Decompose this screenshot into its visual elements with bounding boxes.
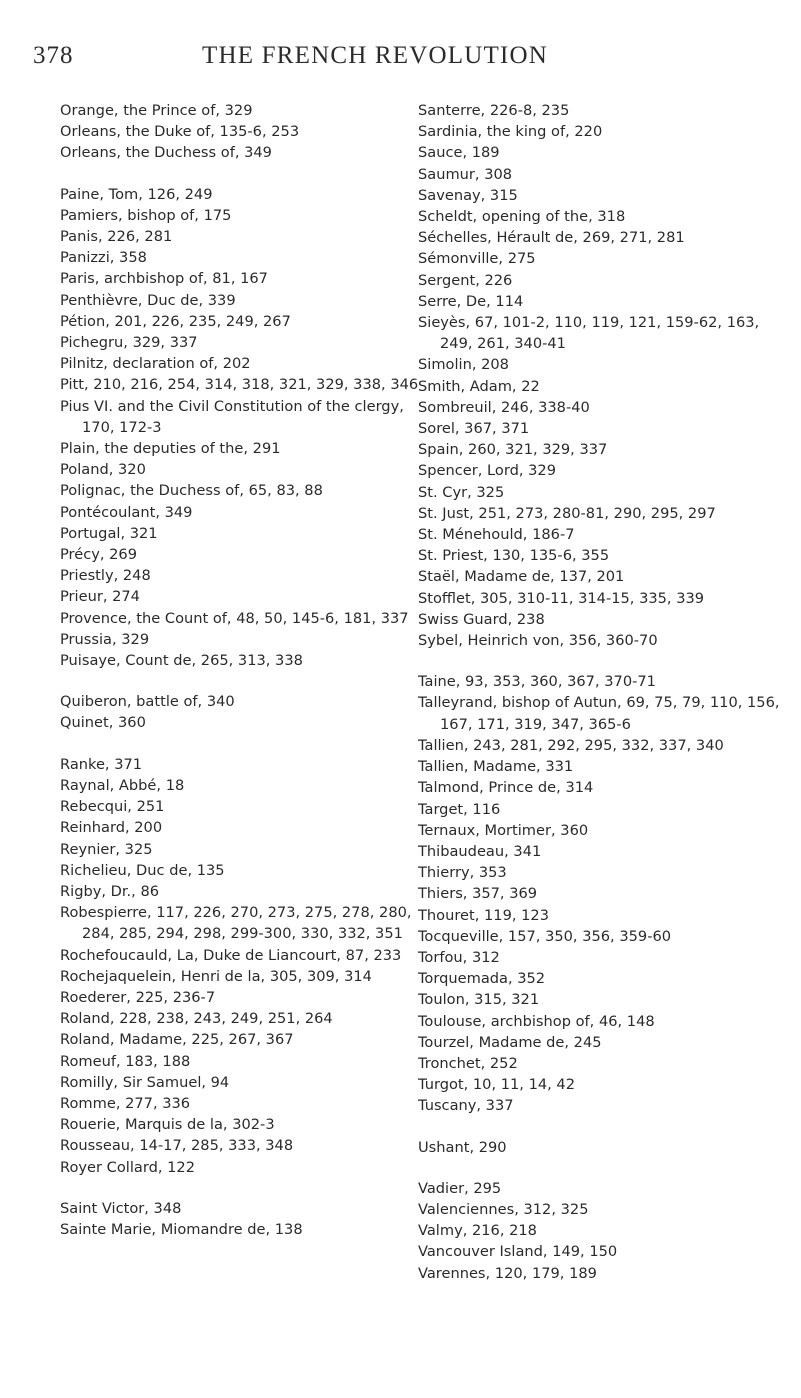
index-letter-group [60,1198,420,1240]
index-entry: Prussia, 329 [60,630,150,648]
index-entry: Pilnitz, declaration of, 202 [60,355,251,373]
index-entry: Scheldt, opening of the, 318 [418,208,626,226]
index-entry: Torfou, 312 [418,948,500,966]
index-entry: Orange, the Prince of, 329 [60,102,253,119]
index-entry: Saumur, 308 [418,165,513,183]
index-entry: St. Just, 251, 273, 280-81, 290, 295, 297 [418,504,716,522]
index-entry: Ushant, 290 [418,1138,507,1156]
index-entry: Vancouver Island, 149, 150 [418,1243,618,1261]
index-entry: Rousseau, 14-17, 285, 333, 348 [60,1137,294,1155]
index-entry: Roland, 228, 238, 243, 249, 251, 264 [60,1010,333,1028]
index-entry: Panis, 226, 281 [60,228,173,246]
index-entry: Valenciennes, 312, 325 [418,1200,589,1218]
index-entry: Stofflet, 305, 310-11, 314-15, 335, 339 [418,589,705,607]
index-entry: Sémonville, 275 [418,250,536,268]
index-letter-group [60,691,420,733]
index-entry: Tronchet, 252 [418,1054,518,1072]
index-entry: Target, 116 [418,800,501,818]
index-entry: Portugal, 321 [60,524,158,542]
index-entry: Raynal, Abbé, 18 [60,776,185,794]
index-entry: Tallien, Madame, 331 [418,758,574,776]
index-entry: Rouerie, Marquis de la, 302-3 [60,1116,275,1134]
index-column-right [418,100,788,1304]
index-entry: Pius VI. and the Civil Constitution of the clergy, 170, 172-3 [60,397,404,436]
index-entry: Pétion, 201, 226, 235, 249, 267 [60,312,291,330]
running-title: THE FRENCH REVOLUTION [202,42,549,69]
index-entry: Pitt, 210, 216, 254, 314, 318, 321, 329, 338, 346 [60,376,419,394]
index-entry: Smith, Adam, 22 [418,377,540,395]
index-entry: Tuscany, 337 [418,1097,514,1115]
page-header [0,42,801,82]
index-entry: Savenay, 315 [418,186,518,204]
index-entry: Poland, 320 [60,461,146,479]
index-entry: Sardinia, the king of, 220 [418,123,603,141]
index-entry: Saint Victor, 348 [60,1199,182,1217]
index-letter-group [418,100,788,651]
index-entry: Paine, Tom, 126, 249 [60,185,213,203]
index-entry: Priestly, 248 [60,567,151,585]
index-entry: Toulon, 315, 321 [418,991,540,1009]
index-entry: Sombreuil, 246, 338-40 [418,398,590,416]
index-entry: Tocqueville, 157, 350, 356, 359-60 [418,927,672,945]
index-entry: Rebecqui, 251 [60,798,165,816]
index-entry: Rochefoucauld, La, Duke de Liancourt, 87, 233 [60,946,402,964]
index-entry: Talleyrand, bishop of Autun, 69, 75, 79, 110, 156, 167, 171, 319, 347, 365-6 [418,694,780,733]
index-entry: Prieur, 274 [60,588,140,606]
index-entry: Plain, the deputies of the, 291 [60,440,281,458]
index-entry: Reynier, 325 [60,840,153,858]
index-entry: Pamiers, bishop of, 175 [60,206,232,224]
index-entry: Sergent, 226 [418,271,513,289]
index-entry: Robespierre, 117, 226, 270, 273, 275, 278, 280, 284, 285, 294, 298, 299-300, 330, 332, 351 [60,904,412,943]
index-entry: Spain, 260, 321, 329, 337 [418,441,608,459]
index-entry: Rigby, Dr., 86 [60,882,160,900]
index-entry: Ranke, 371 [60,755,143,773]
index-entry: Valmy, 216, 218 [418,1222,537,1240]
index-entry: St. Cyr, 325 [418,483,505,501]
index-entry: Sybel, Heinrich von, 356, 360-70 [418,632,658,650]
index-entry: Toulouse, archbishop of, 46, 148 [418,1012,655,1030]
index-entry: Tallien, 243, 281, 292, 295, 332, 337, 340 [418,736,724,754]
index-entry: Thibaudeau, 341 [418,842,542,860]
page-number: 378 [33,42,74,69]
index-entry: Romme, 277, 336 [60,1094,191,1112]
index-entry: Reinhard, 200 [60,819,163,837]
index-entry: Pichegru, 329, 337 [60,334,198,352]
index-entry: Swiss Guard, 238 [418,610,545,628]
index-entry: Rochejaquelein, Henri de la, 305, 309, 314 [60,967,372,985]
index-entry: Spencer, Lord, 329 [418,462,556,480]
index-entry: Quiberon, battle of, 340 [60,693,235,711]
index-entry: Staël, Madame de, 137, 201 [418,568,625,586]
index-entry: Quinet, 360 [60,714,146,732]
index-entry: Sorel, 367, 371 [418,420,530,438]
index-entry: Séchelles, Hérault de, 269, 271, 281 [418,229,685,247]
index-letter-group [60,100,420,164]
index-entry: Santerre, 226-8, 235 [418,102,570,119]
index-letter-group [418,671,788,1116]
index-letter-group [418,1178,788,1284]
index-entry: Orleans, the Duchess of, 349 [60,144,272,162]
index-entry: Talmond, Prince de, 314 [418,779,594,797]
index-entry: Paris, archbishop of, 81, 167 [60,270,268,288]
index-column-left [60,100,420,1260]
index-entry: Simolin, 208 [418,356,509,374]
index-entry: Penthièvre, Duc de, 339 [60,291,236,309]
index-entry: Panizzi, 358 [60,249,147,267]
index-entry: Serre, De, 114 [418,292,524,310]
index-letter-group [418,1137,788,1158]
index-entry: Roederer, 225, 236-7 [60,988,216,1006]
index-entry: Sauce, 189 [418,144,500,162]
index-entry: Thouret, 119, 123 [418,906,549,924]
index-entry: Polignac, the Duchess of, 65, 83, 88 [60,482,323,500]
index-entry: Richelieu, Duc de, 135 [60,861,225,879]
index-entry: Thierry, 353 [418,864,507,882]
index-entry: Romilly, Sir Samuel, 94 [60,1073,230,1091]
index-entry: Puisaye, Count de, 265, 313, 338 [60,652,303,670]
index-letter-group [60,754,420,1178]
index-entry: Romeuf, 183, 188 [60,1052,191,1070]
index-entry: Vadier, 295 [418,1179,502,1197]
index-entry: Sainte Marie, Miomandre de, 138 [60,1220,303,1238]
index-entry: Tourzel, Madame de, 245 [418,1033,602,1051]
index-entry: Torquemada, 352 [418,970,546,988]
index-entry: Sieyès, 67, 101-2, 110, 119, 121, 159-62, 163, 249, 261, 340-41 [418,314,760,353]
index-entry: Thiers, 357, 369 [418,885,538,903]
index-entry: Ternaux, Mortimer, 360 [418,821,589,839]
index-entry: St. Priest, 130, 135-6, 355 [418,547,610,565]
index-letter-group [60,184,420,672]
index-entry: Précy, 269 [60,546,137,564]
index-entry: Roland, Madame, 225, 267, 367 [60,1031,294,1049]
index-entry: Taine, 93, 353, 360, 367, 370-71 [418,673,656,691]
index-entry: Turgot, 10, 11, 14, 42 [418,1076,575,1094]
index-entry: Varennes, 120, 179, 189 [418,1264,597,1282]
index-entry: Pontécoulant, 349 [60,503,193,521]
index-entry: Orleans, the Duke of, 135-6, 253 [60,123,300,141]
index-entry: Royer Collard, 122 [60,1158,195,1176]
index-entry: St. Ménehould, 186-7 [418,526,575,544]
index-entry: Provence, the Count of, 48, 50, 145-6, 181, 337 [60,609,409,627]
